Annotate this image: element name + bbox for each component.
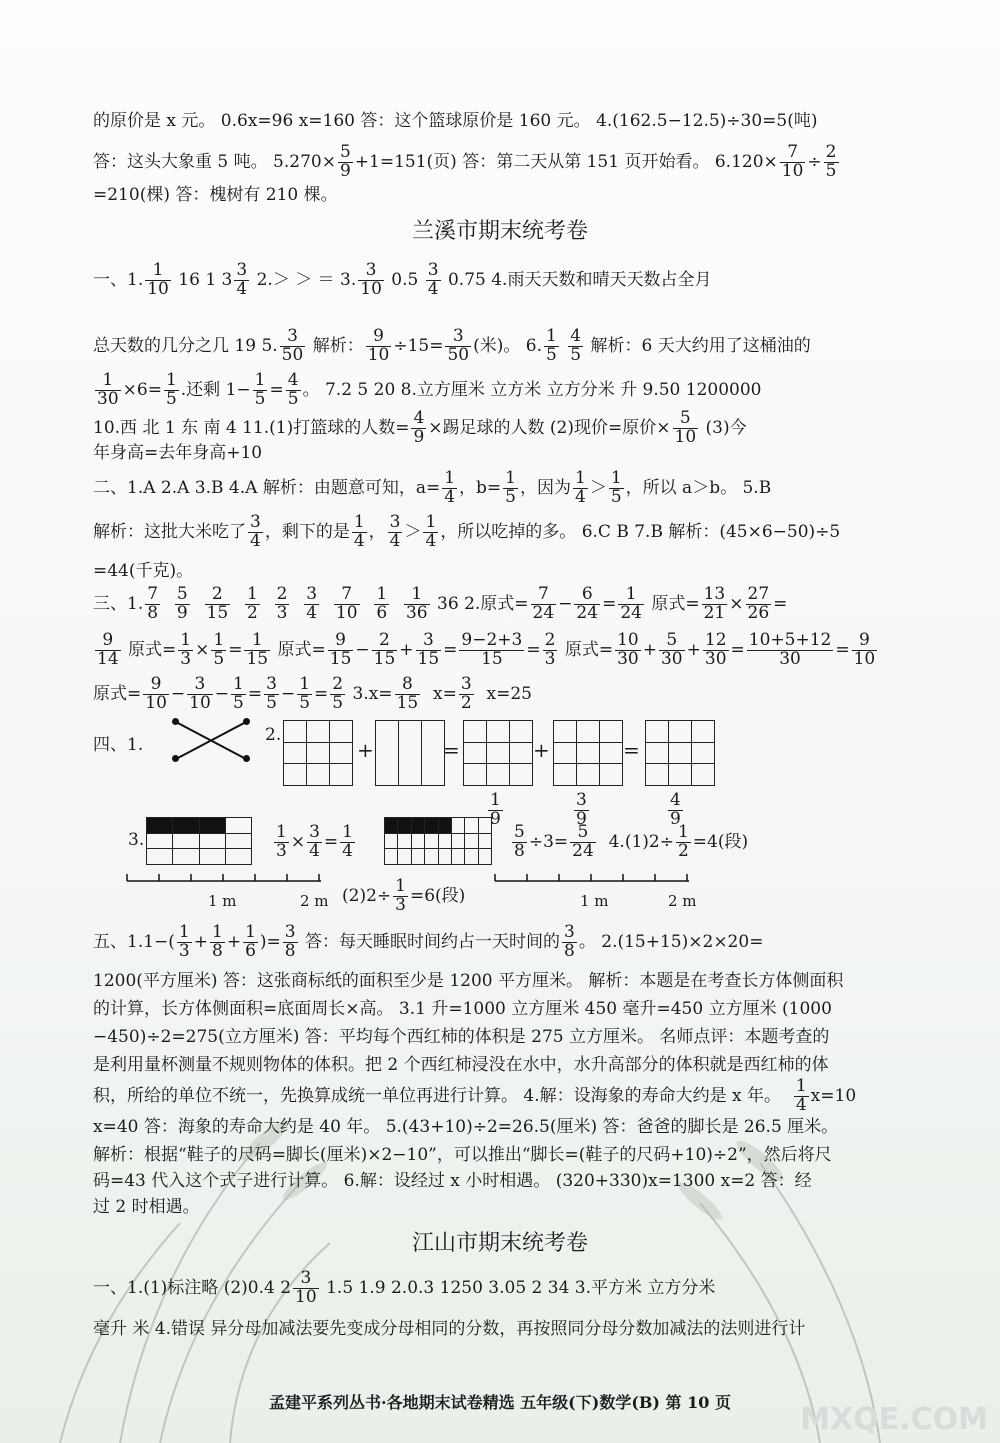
fraction-label: $\frac{1}{9}$ [490, 790, 501, 829]
fraction: $\frac{1}{5}$ [610, 468, 622, 507]
text: 10.西 北 1 东 南 4 11.(1)打篮球的人数= [93, 417, 410, 438]
text: 7.2 5 20 8.立方厘米 立方米 立方分米 升 9.50 1200000 [324, 379, 762, 400]
text: =6(段) [409, 885, 466, 906]
fraction: $\frac{3}{4}$ [306, 584, 318, 623]
text: 总天数的几分之几 19 5. [93, 335, 278, 356]
s4-label-3: 3. [128, 830, 145, 850]
fraction: $\frac{1}{5}$ [165, 370, 177, 409]
expr-c [342, 878, 465, 915]
lanxi-s5-line5: 是利用量杯测量不规则物体的体积。把 2 个西红柿浸没在水中，水升高部分的体积就是西红柿的体 [93, 1055, 829, 1075]
grid-3-columns [375, 720, 445, 786]
fraction: $\frac{9}{10}$ [367, 326, 390, 365]
text: 积，所给的单位不统一，先换算成统一单位再进行计算。 4.解：设海象的寿命大约是 x 年。 [93, 1085, 782, 1106]
fraction: $\frac{9}{10}$ [853, 630, 876, 669]
fraction: $\frac{7}{10}$ [335, 584, 358, 623]
fraction: $\frac{1}{3}$ [276, 822, 287, 861]
text-line-3: =210(棵) 答：槐树有 210 棵。 [93, 185, 338, 205]
fraction: $\frac{27}{26}$ [747, 584, 770, 623]
fraction-label: $\frac{3}{9}$ [576, 790, 587, 829]
text-line-1: 的原价是 x 元。 0.6x=96 x=160 答：这个篮球原价是 160 元。 4.(162.5−12.5)÷30=5(吨) [93, 111, 818, 131]
lanxi-s2-line3: =44(千克)。 [93, 561, 194, 581]
ruler-a [126, 874, 326, 888]
fraction: $\frac{1}{6}$ [245, 922, 256, 961]
text: 解析：这批大米吃了 [93, 521, 246, 542]
fraction: $\frac{13}{21}$ [703, 584, 726, 623]
text: ，所以吃掉的多。 6.C B 7.B 解析：(45×6−50)÷5 [440, 521, 841, 542]
text: ÷3= [528, 831, 569, 852]
text: 五、1.1− [93, 931, 169, 952]
fraction: $\frac{9}{14}$ [97, 630, 119, 669]
plus-sign: + [357, 738, 374, 762]
text: .还剩 1− [180, 379, 251, 400]
ruler-b [494, 874, 694, 888]
text: 36 2.原式= [437, 593, 529, 614]
fraction: $\frac{2}{15}$ [373, 630, 396, 669]
fraction: $\frac{5}{10}$ [674, 408, 697, 447]
text: 三、1. [93, 593, 144, 614]
text: 4.(1)2÷ [608, 831, 674, 852]
page-footer: 孟建平系列丛书·各地期末试卷精选 五年级(下)数学(B) 第 10 页 [269, 1393, 731, 1412]
fraction: $\frac{3}{8}$ [284, 922, 296, 961]
lanxi-s3-line3: 原式= $\frac{9}{10}$ − $\frac{3}{10}$ − $\frac{1}{5}$ = $\frac{3}{5}$ − $\frac{1}{5}$ = $\frac{2}{5}$ 3.x= $\frac{8}{15}$ x= $\frac{3}{2}$ x=25 [93, 674, 532, 713]
fraction: $\frac{5}{9}$ [339, 142, 351, 181]
text: 1.5 1.9 2.0.3 1250 3.05 2 34 3.平方米 立方分米 [326, 1277, 716, 1298]
text: ，剩下的是 [264, 521, 350, 542]
text: 2.＞ ＞ ＝ 3. [256, 269, 357, 290]
fraction: $\frac{5}{9}$ [176, 584, 188, 623]
fraction: $\frac{1}{4}$ [795, 1076, 807, 1115]
lanxi-s5-line1: 五、1.1−( $\frac{1}{3}$ + $\frac{1}{8}$ + $\frac{1}{6}$ )= $\frac{3}{8}$ 答：每天睡眠时间约占一天时间的 $\frac{3}{8}$ 。 2.(15+15)×2×20= [93, 922, 764, 961]
matching-lines [172, 718, 252, 763]
fraction: $\frac{3}{10}$ [295, 1268, 317, 1307]
text: 原式= [651, 593, 700, 614]
fraction: $\frac{1}{36}$ [405, 584, 428, 623]
fraction: $\frac{9-2+3}{15}$ [461, 630, 523, 669]
text: (米)。 6. [473, 335, 543, 356]
fraction: $\frac{6}{24}$ [576, 584, 599, 623]
text: (2)2÷ [342, 885, 392, 906]
fraction: $\frac{1}{4}$ [342, 822, 353, 861]
ruler-label: 2 m [300, 892, 329, 910]
fraction: $\frac{1}{5}$ [505, 468, 516, 507]
fraction: $\frac{1}{2}$ [677, 822, 689, 861]
fraction: $\frac{3}{4}$ [389, 512, 401, 551]
watermark-logo: MXQE.COM [800, 1402, 988, 1437]
fraction: $\frac{1}{24}$ [620, 584, 642, 623]
fraction: $\frac{1}{4}$ [353, 512, 365, 551]
lanxi-s1-line5: 年身高=去年身高+10 [93, 443, 263, 463]
s4-label-2: 2. [265, 725, 282, 745]
lanxi-s5-line7: x=40 答：海象的寿命大约是 40 年。 5.(43+10)÷2=26.5(厘米) 答：爸爸的脚长是 26.5 厘米。 [93, 1117, 839, 1137]
fraction: $\frac{1}{4}$ [444, 468, 456, 507]
fraction: $\frac{8}{15}$ [396, 674, 419, 713]
text-line-2: 答：这头大象重 5 吨。 5.270× $\frac{5}{9}$ +1=151(页) 答：第二天从第 151 页开始看。 6.120× $\frac{7}{10}$ ÷ $\frac{2}{5}$ [93, 142, 837, 181]
text: 原式= [93, 683, 142, 704]
fraction: $\frac{7}{10}$ [781, 142, 804, 181]
lanxi-s5-line9: 码=43 代入这个式子进行计算。 6.解：设经过 x 小时相遇。 (320+330)x=1300 x=2 答：经 [93, 1171, 812, 1191]
fraction: $\frac{3}{4}$ [309, 822, 320, 861]
text: 一、1. [93, 269, 144, 290]
fraction: $\frac{1}{5}$ [254, 370, 266, 409]
text-line-2a: 答：这头大象重 5 吨。 5.270× [93, 151, 336, 172]
fraction: $\frac{1}{3}$ [180, 630, 192, 669]
text: 原式= [128, 639, 177, 660]
lanxi-s5-line3: 的计算，长方体侧面积=底面周长×高。 3.1 升=1000 立方厘米 450 毫升=450 立方厘米 (1000 [93, 999, 832, 1019]
fraction: $\frac{1}{5}$ [299, 674, 311, 713]
fraction: $\frac{9}{15}$ [329, 630, 352, 669]
ruler-label: 1 m [580, 892, 609, 910]
text: ，b= [459, 477, 502, 498]
equals-sign: = [443, 738, 460, 762]
text: x=25 [486, 683, 532, 704]
text: ，因为 [520, 477, 571, 498]
fraction: $\frac{1}{3}$ [178, 922, 190, 961]
lanxi-s5-line2: 1200(平方厘米) 答：这张商标纸的面积至少是 1200 平方厘米。 解析：本题是在考查长方体侧面积 [93, 971, 844, 991]
jiangshan-line1 [93, 1270, 715, 1307]
expr-b [510, 824, 748, 861]
lanxi-s5-line4: −450)÷2=275(立方厘米) 答：平均每个西红柿的体积是 275 立方厘米。 名师点评：本题考查的 [93, 1027, 830, 1047]
ruler-label: 1 m [208, 892, 237, 910]
text: 二、1.A 2.A 3.B 4.A 解析：由题意可知，a= [93, 477, 441, 498]
fraction: $\frac{9}{10}$ [145, 674, 167, 713]
fraction: $\frac{1}{30}$ [97, 370, 119, 409]
fraction: $\frac{2}{5}$ [332, 674, 344, 713]
grid-3x3-a [283, 720, 353, 786]
text: 原式= [564, 639, 614, 660]
text: 解析： [312, 335, 364, 356]
fraction: $\frac{1}{5}$ [233, 674, 244, 713]
fraction: $\frac{10}{30}$ [617, 630, 639, 669]
fraction: $\frac{5}{30}$ [660, 630, 683, 669]
grid-3x3-b [463, 720, 533, 786]
fraction: $\frac{3}{50}$ [447, 326, 470, 365]
grid-3x3-c [553, 720, 623, 786]
text: 一、1.(1)标注略 (2)0.4 2 [93, 1277, 292, 1298]
lanxi-s3-line2: $\frac{9}{14}$ 原式= $\frac{1}{3}$ × $\frac{1}{5}$ = $\frac{1}{15}$ 原式= $\frac{9}{15}$ − $\frac{2}{15}$ + $\frac{3}{15}$ = $\frac{9-2+3}{15}$ = $\frac{2}{3}$ 原式= $\frac{10}{30}$ + $\frac{5}{30}$ + $\frac{12}{30}$ = $\frac{10+5+12}{30}$ = $\frac{9}{10}$ [97, 630, 876, 669]
fraction-label: $\frac{4}{9}$ [670, 790, 681, 829]
grid-fraction-b [384, 817, 492, 865]
text: ，所以 a＞b。 5.B [625, 477, 772, 498]
fraction: $\frac{7}{24}$ [532, 584, 555, 623]
fraction: $\frac{3}{4}$ [250, 512, 261, 551]
fraction: $\frac{1}{15}$ [246, 630, 269, 669]
section-title-lanxi: 兰溪市期末统考卷 [411, 219, 588, 244]
fraction: $\frac{4}{9}$ [413, 408, 425, 447]
fraction: $\frac{1}{4}$ [425, 512, 437, 551]
lanxi-s1-line2 [93, 328, 811, 365]
fraction: $\frac{3}{4}$ [427, 260, 439, 299]
text: = [266, 931, 281, 952]
text: 答：每天睡眠时间约占一天时间的 [305, 931, 561, 952]
fraction: $\frac{1}{3}$ [395, 876, 406, 915]
lanxi-s2-line2: 解析：这批大米吃了 $\frac{3}{4}$ ，剩下的是 $\frac{1}{4}$ ， $\frac{3}{4}$ ＞ $\frac{1}{4}$ ，所以吃掉的多。 6.C B 7.B 解析：(45×6−50)÷5 [93, 512, 841, 551]
fraction: $\frac{1}{8}$ [212, 922, 223, 961]
lanxi-s5-line6: 积，所给的单位不统一，先换算成统一单位再进行计算。 4.解：设海象的寿命大约是 x 年。 $\frac{1}{4}$ x=10 [93, 1076, 857, 1115]
text: 2.(15+15)×2×20= [601, 931, 764, 952]
text: (3)今 [705, 417, 747, 438]
fraction: $\frac{1}{5}$ [546, 326, 557, 365]
fraction: $\frac{2}{3}$ [544, 630, 556, 669]
lanxi-s1-line1 [93, 262, 711, 299]
lanxi-s2-line1: 二、1.A 2.A 3.B 4.A 解析：由题意可知，a= $\frac{1}{4}$ ，b= $\frac{1}{5}$ ，因为 $\frac{1}{4}$ ＞ $\frac{1}{5}$ ，所以 a＞b。 5.B [93, 468, 772, 507]
equals-sign: = [623, 738, 640, 762]
lanxi-s1-line3: $\frac{1}{30}$ ×6= $\frac{1}{5}$ .还剩 1− $\frac{1}{5}$ = $\frac{4}{5}$ 。 7.2 5 20 8.立方厘米 立方米 立方分米 升 9.50 1200000 [97, 370, 762, 409]
fraction: $\frac{5}{8}$ [514, 822, 525, 861]
ruler-label: 2 m [668, 892, 697, 910]
fraction: $\frac{1}{5}$ [213, 630, 225, 669]
fraction: $\frac{5}{24}$ [572, 822, 594, 861]
fraction: $\frac{3}{5}$ [266, 674, 277, 713]
lanxi-s3-line1: 三、1. $\frac{7}{8}$ $\frac{5}{9}$ $\frac{2}{15}$ $\frac{1}{2}$ $\frac{2}{3}$ $\frac{3}{4}$ $\frac{7}{10}$ $\frac{1}{6}$ $\frac{1}{36}$ 36 2.原式= $\frac{7}{24}$ − $\frac{6}{24}$ = $\frac{1}{24}$ 原式= $\frac{13}{21}$ × $\frac{27}{26}$ = [93, 584, 788, 623]
text: 解析：6 天大约用了这桶油的 [590, 335, 811, 356]
fraction: $\frac{2}{15}$ [206, 584, 229, 623]
expr-a: $\frac{1}{3}$ × $\frac{3}{4}$ = $\frac{1}{4}$ [276, 822, 353, 861]
text: 16 1 3 [178, 269, 233, 290]
fraction: $\frac{10+5+12}{30}$ [748, 630, 832, 669]
fraction: $\frac{4}{5}$ [287, 370, 299, 409]
fraction: $\frac{1}{2}$ [246, 584, 258, 623]
fraction: $\frac{12}{30}$ [704, 630, 727, 669]
fraction: $\frac{1}{6}$ [376, 584, 388, 623]
fraction: $\frac{3}{4}$ [236, 260, 248, 299]
fraction: $\frac{7}{8}$ [147, 584, 159, 623]
fraction: $\frac{3}{8}$ [564, 922, 575, 961]
fraction: $\frac{2}{5}$ [825, 142, 837, 181]
fraction: $\frac{1}{4}$ [575, 468, 586, 507]
fraction: $\frac{3}{50}$ [281, 326, 304, 365]
text: =4(段) [692, 831, 749, 852]
text: 原式= [277, 639, 326, 660]
text-line-2b: +1=151(页) 答：第二天从第 151 页开始看。 6.120× [354, 151, 778, 172]
text: 0.75 4.雨天天数和晴天天数占全月 [447, 269, 712, 290]
fraction: $\frac{1}{10}$ [147, 260, 169, 299]
fraction: $\frac{2}{3}$ [276, 584, 288, 623]
s4-label-1: 四、1. [93, 735, 144, 755]
fraction: $\frac{4}{5}$ [570, 326, 582, 365]
grid-3x3-d [645, 720, 715, 786]
lanxi-s5-line10: 过 2 时相遇。 [93, 1197, 200, 1217]
section-title-jiangshan: 江山市期末统考卷 [411, 1231, 588, 1256]
lanxi-s5-line8: 解析：根据“鞋子的尺码=脚长(厘米)×2−10”，可以推出“脚长=(鞋子的尺码+10)÷2”，然后将尺 [93, 1145, 832, 1165]
text: 0.5 [391, 269, 419, 290]
fraction: $\frac{3}{10}$ [360, 260, 382, 299]
fraction: $\frac{3}{2}$ [460, 674, 472, 713]
jiangshan-line2: 毫升 米 4.错误 异分母加减法要先变成分母相同的分数，再按照同分母分数加减法的法则进行计 [93, 1319, 806, 1339]
plus-sign: + [533, 738, 550, 762]
text: ×踢足球的人数 (2)现价=原价× [428, 417, 671, 438]
grid-fraction-a [146, 817, 252, 865]
fraction: $\frac{3}{10}$ [189, 674, 211, 713]
fraction: $\frac{3}{15}$ [417, 630, 440, 669]
text: 3.x= [352, 683, 393, 704]
text: ×6= [122, 379, 162, 400]
text: ÷15= [393, 335, 444, 356]
